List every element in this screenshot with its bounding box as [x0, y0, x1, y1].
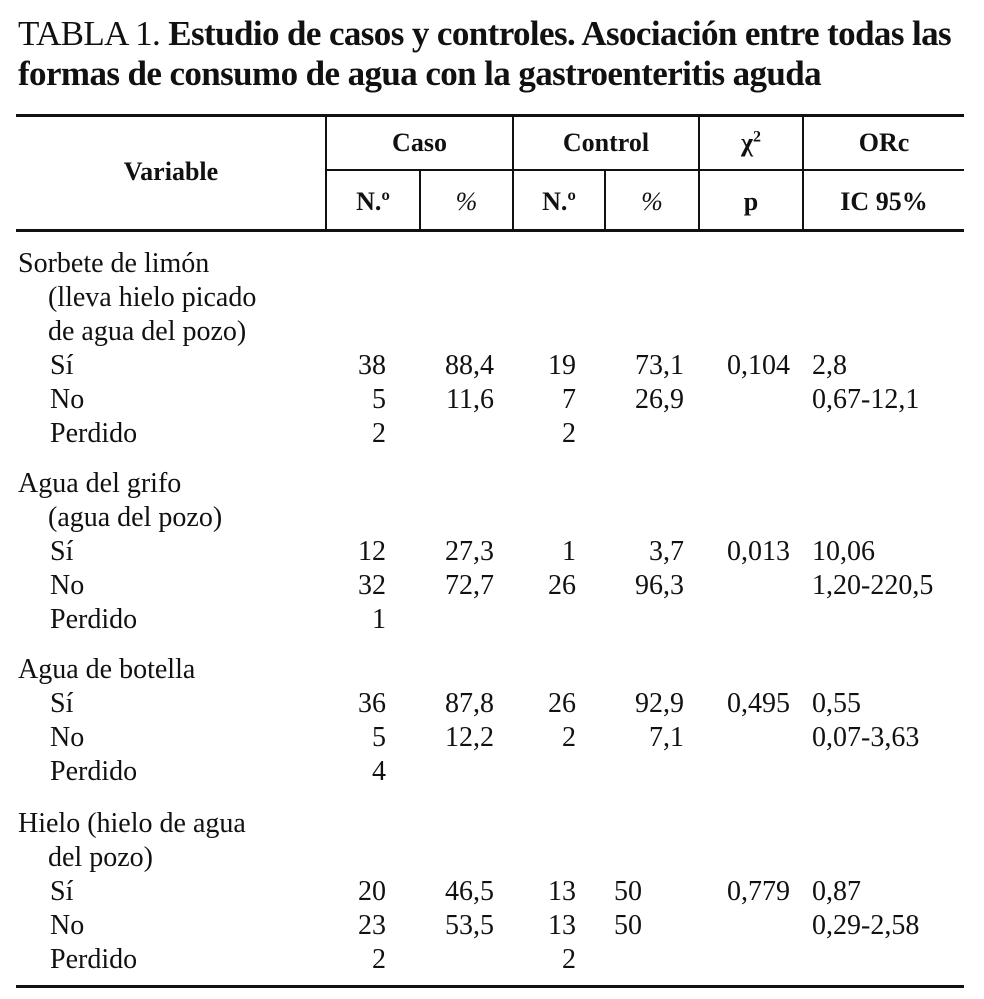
header-control: Control	[562, 128, 650, 157]
row-label: Perdido	[50, 944, 138, 975]
row-label: Sí	[50, 876, 74, 907]
header-caso-pct: %	[455, 187, 478, 216]
caso-n: 1	[372, 604, 386, 635]
variable-group	[18, 807, 318, 875]
caso-n: 4	[372, 756, 386, 787]
row-label: Sí	[50, 350, 74, 381]
caso-n: 20	[358, 876, 386, 907]
control-n: 1	[562, 536, 576, 567]
control-n: 2	[562, 418, 576, 449]
table-row	[0, 721, 984, 755]
row-label: Perdido	[50, 604, 138, 635]
or-value: 0,07-3,63	[812, 722, 920, 753]
control-n: 19	[548, 350, 576, 381]
or-value: 1,20-220,5	[812, 570, 934, 601]
control-n: 2	[562, 722, 576, 753]
header-mid-rule	[326, 169, 964, 171]
control-pct: 73,1	[635, 350, 684, 381]
row-label: No	[50, 384, 85, 415]
header-orc: ORc	[858, 128, 910, 157]
or-value: 0,29-2,58	[812, 910, 920, 941]
row-label: Perdido	[50, 756, 138, 787]
table-row	[0, 383, 984, 417]
bottom-rule	[16, 985, 964, 988]
control-n: 2	[562, 944, 576, 975]
group-label-sub: de agua del pozo)	[48, 316, 247, 347]
or-value: 0,55	[812, 688, 861, 719]
caso-pct: 87,8	[445, 688, 494, 719]
caso-pct: 12,2	[445, 722, 494, 753]
table-row	[0, 349, 984, 383]
caso-n: 38	[358, 350, 386, 381]
control-n: 7	[562, 384, 576, 415]
caso-n: 36	[358, 688, 386, 719]
header-control-pct: %	[641, 187, 663, 216]
control-pct: 3,7	[649, 536, 684, 567]
group-label-sub: (agua del pozo)	[48, 502, 223, 533]
table-number: TABLA 1.	[18, 14, 161, 53]
group-label: Hielo (hielo de agua	[18, 808, 246, 839]
header-chi-square	[700, 128, 802, 158]
table-title	[18, 14, 968, 94]
header-caso-n: N.º	[356, 187, 390, 216]
caso-pct: 88,4	[445, 350, 494, 381]
table-row	[0, 755, 984, 789]
caso-pct: 46,5	[445, 876, 494, 907]
table-row	[0, 603, 984, 637]
table-row	[0, 417, 984, 451]
caso-n: 5	[372, 722, 386, 753]
chi-symbol: χ	[740, 128, 753, 157]
table-row	[0, 943, 984, 977]
table-row	[0, 875, 984, 909]
or-value: 0,67-12,1	[812, 384, 920, 415]
group-label: Agua del grifo	[18, 468, 182, 499]
caso-pct: 27,3	[445, 536, 494, 567]
caso-pct: 53,5	[445, 910, 494, 941]
variable-group	[18, 467, 318, 535]
row-label: Sí	[50, 536, 74, 567]
control-pct: 96,3	[635, 570, 684, 601]
caso-n: 32	[358, 570, 386, 601]
p-value: 0,104	[727, 350, 790, 381]
group-label: Sorbete de limón	[18, 248, 210, 279]
caso-n: 12	[358, 536, 386, 567]
chi-superscript: 2	[753, 128, 761, 146]
group-label: Agua de botella	[18, 654, 196, 685]
caso-pct: 72,7	[445, 570, 494, 601]
or-value: 2,8	[812, 350, 847, 381]
or-value: 0,87	[812, 876, 861, 907]
group-label-sub: del pozo)	[48, 842, 153, 873]
table-row	[0, 569, 984, 603]
header-control-n: N.º	[542, 187, 576, 216]
caso-n: 23	[358, 910, 386, 941]
table-row	[0, 535, 984, 569]
control-pct: 50	[614, 910, 642, 941]
control-n: 26	[548, 570, 576, 601]
control-pct: 50	[614, 876, 642, 907]
header-variable: Variable	[123, 157, 219, 186]
or-value: 10,06	[812, 536, 875, 567]
top-rule	[16, 114, 964, 117]
control-pct: 7,1	[649, 722, 684, 753]
control-pct: 26,9	[635, 384, 684, 415]
header-caso: Caso	[392, 128, 447, 157]
row-label: Sí	[50, 688, 74, 719]
p-value: 0,495	[727, 688, 790, 719]
table-caption: Estudio de casos y controles. Asociación entre todas las formas de consumo de agua con la gastroenteritis aguda	[18, 14, 952, 93]
header-ic: IC 95%	[840, 187, 928, 216]
row-label: No	[50, 570, 85, 601]
variable-group	[18, 653, 318, 687]
group-label-sub: (lleva hielo picado	[48, 282, 257, 313]
table-row	[0, 687, 984, 721]
caso-n: 2	[372, 418, 386, 449]
caso-n: 5	[372, 384, 386, 415]
row-label: Perdido	[50, 418, 138, 449]
caso-pct: 11,6	[446, 384, 494, 415]
table-row	[0, 909, 984, 943]
p-value: 0,779	[727, 876, 790, 907]
row-label: No	[50, 910, 85, 941]
control-n: 13	[548, 910, 576, 941]
control-pct: 92,9	[635, 688, 684, 719]
caso-n: 2	[372, 944, 386, 975]
header-p: p	[743, 187, 759, 216]
header-bottom-rule	[16, 229, 964, 232]
control-n: 26	[548, 688, 576, 719]
row-label: No	[50, 722, 85, 753]
variable-group	[18, 247, 318, 349]
control-n: 13	[548, 876, 576, 907]
p-value: 0,013	[727, 536, 790, 567]
